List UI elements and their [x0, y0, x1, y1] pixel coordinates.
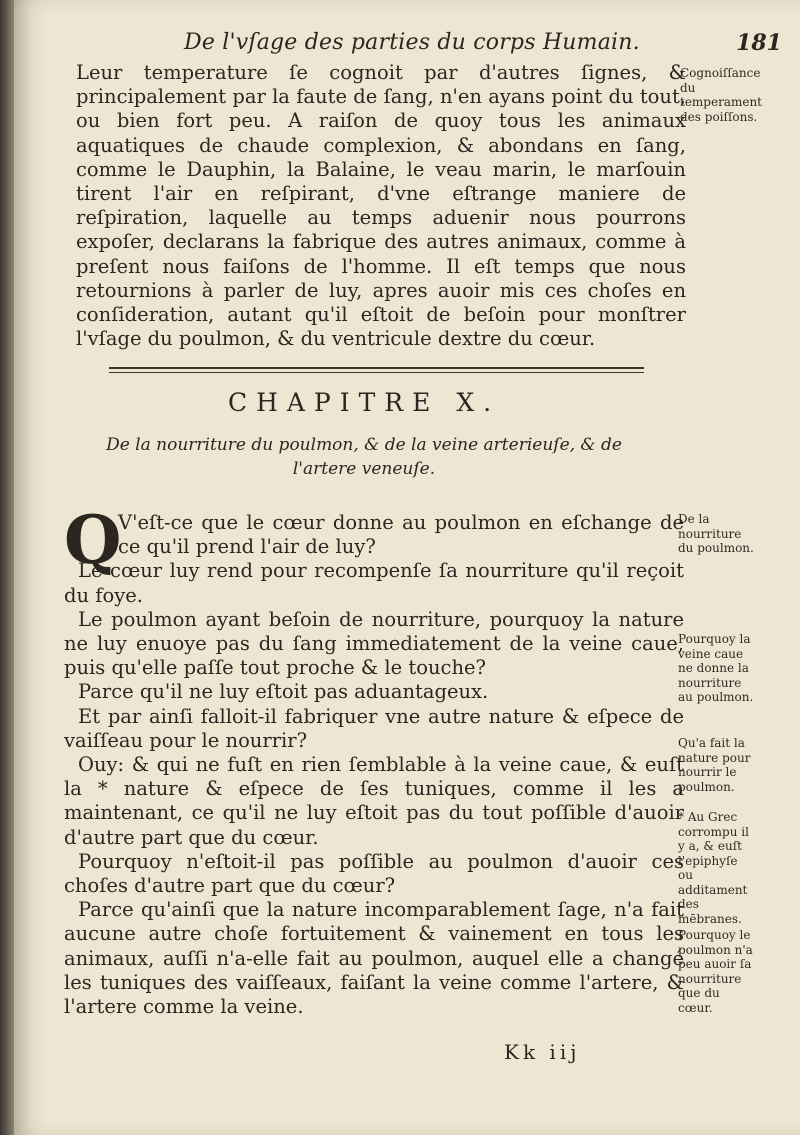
paragraph: Et par ainſi falloit-il fabriquer vne autre nature & eſpece de vaiſſeau pour le nourrir? — [64, 704, 684, 752]
margin-note-pourquoy-poulmon: Pourquoy le poulmon n'a peu auoir ſa nourriture que du cœur. — [678, 928, 753, 1015]
book-page — [14, 0, 800, 1135]
intro-text: Leur temperature ſe cognoit par d'autres ſignes, & principalement par la faute de ſang, n'en ayans point du tout, ou bien fort peu. A raiſon de quoy tous les animaux aquatiques de chaude complexion, & abondans en ſang, comme le Dauphin, la Balaine, le veau marin, le marſouin tirent l'air en reſpirant, d'vne eſtrange maniere de reſpiration, laquelle au temps aduenir nous pourrons expoſer, declarans la fabrique des autres animaux, comme à preſent nous faiſons de l'homme. Il eſt temps que nous retournions à parler de luy, apres auoir mis ces choſes en conſideration, autant qu'il eſtoit de beſoin pour monſtrer l'vſage du poulmon, & du ventricule dextre du cœur. — [76, 61, 686, 351]
running-head: De l'vſage des parties du corps Humain. — [184, 30, 640, 55]
paragraph: Le cœur luy rend pour recompenſe ſa nourriture qu'il reçoit du foye. — [64, 559, 684, 607]
intro-paragraph — [76, 61, 686, 351]
margin-note-qui-fait: Qu'a fait la nature pour nourrir le poulmon. — [678, 736, 751, 794]
paragraph: Pourquoy n'eſtoit-il pas poſſible au poulmon d'auoir ces choſes d'autre part que du cœur? — [64, 849, 684, 898]
margin-note-au-grec: * Au Grec corrompu il y a, & euſt l'epiphyſe ou additament des mēbranes. — [678, 810, 749, 926]
drop-cap: Q — [64, 501, 122, 579]
margin-note-temperament: Cognoiſſance du temperament des poiſſons. — [680, 66, 763, 124]
signature-mark: Kk iij — [504, 1040, 581, 1064]
paragraph: Parce qu'ainſi que la nature incomparablement ſage, n'a fait aucune autre choſe fortuitement & vainement en tous les animaux, auſſi n'a-elle fait au poulmon, auquel elle a changé les tuniques des vaiſſeaux, faiſant la veine comme l'artere, & l'artere comme la veine. — [64, 898, 684, 1019]
paragraph: Ouy: & qui ne fuſt en rien ſemblable à la veine caue, & euſt la * nature & eſpece de ſes tuniques, comme il les a maintenant, ce qu'il ne luy eſtoit pas du tout poſſible d'auoir d'autre part que du cœur. — [64, 753, 684, 849]
paragraph: Parce qu'il ne luy eſtoit pas aduantageux. — [78, 680, 489, 704]
page-number: 181 — [736, 30, 782, 56]
chapter-divider — [109, 367, 644, 373]
book-gutter — [0, 0, 14, 1135]
margin-note-nourriture: De la nourriture du poulmon. — [678, 512, 754, 555]
margin-note-pourquoy-veine: Pourquoy la veine caue ne donne la nourriture au poulmon. — [678, 632, 754, 704]
paragraph: V'eſt-ce que le cœur donne au poulmon en eſchange de ce qu'il prend l'air de luy? — [118, 511, 684, 559]
chapter-body — [64, 511, 684, 1019]
page-header — [174, 30, 782, 60]
chapter-subtitle: De la nourriture du poulmon, & de la veine arterieuſe, & de l'artere veneuſe. — [106, 435, 622, 479]
chapter-title: CHAPITRE X. — [227, 388, 501, 417]
paragraph: Le poulmon ayant beſoin de nourriture, pourquoy la nature ne luy enuoye pas du ſang immediatement de la veine caue, puis qu'elle paſſe tout proche & le touche? — [64, 607, 684, 680]
